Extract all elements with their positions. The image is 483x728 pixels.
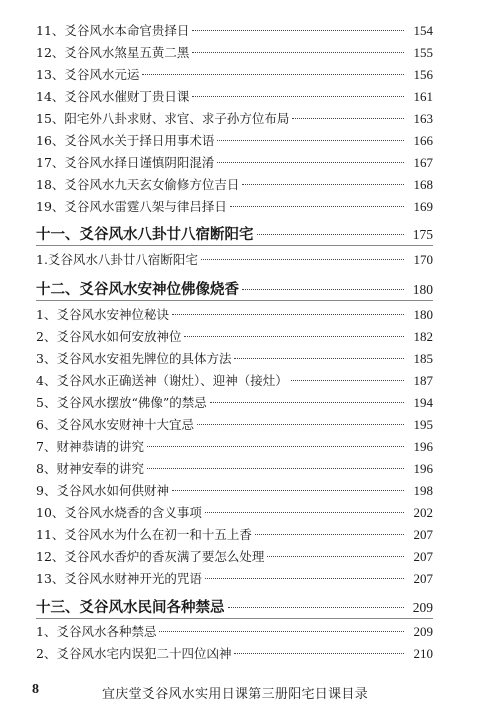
toc-section-label: 十二、爻谷风水安神位佛像烧香 <box>36 281 239 298</box>
footer-title: 宜庆堂爻谷风水实用日课第三册阳宅日课目录 <box>102 687 369 702</box>
toc-entry <box>36 327 433 347</box>
toc-entry-label: 2、爻谷风水如何安放神位 <box>36 329 182 344</box>
toc-entry <box>36 65 433 85</box>
toc-section-page: 180 <box>412 282 433 297</box>
toc-entry-page: 155 <box>413 45 433 60</box>
toc-entry-label: 1.爻谷风水八卦廿八宿断阳宅 <box>36 252 198 267</box>
toc-section-page: 175 <box>412 227 433 242</box>
toc-entry <box>36 459 433 479</box>
dot-leader <box>192 30 404 31</box>
toc-entry <box>36 437 433 457</box>
toc-entry-page: 185 <box>413 351 433 366</box>
toc-entry-label: 1、爻谷风水安神位秘诀 <box>36 307 169 322</box>
toc-entry-page: 210 <box>413 646 433 661</box>
toc-entry-label: 19、爻谷风水雷霆八架与律吕择日 <box>36 199 227 214</box>
toc-entry-label: 3、爻谷风水安祖先牌位的具体方法 <box>36 351 232 366</box>
dot-leader <box>159 631 404 632</box>
dot-leader <box>230 206 404 207</box>
toc-entry-label: 17、爻谷风水择日谨慎阴阳混淆 <box>36 155 215 170</box>
dot-leader <box>192 96 404 97</box>
toc-entry <box>36 153 433 173</box>
toc-entry-label: 8、财神安奉的讲究 <box>36 461 144 476</box>
toc-entry-label: 12、爻谷风水煞星五黄二黑 <box>36 45 190 60</box>
page-number: 8 <box>32 682 39 697</box>
toc-entry-page: 154 <box>413 23 433 38</box>
toc-entry <box>36 197 433 217</box>
toc-entry-page: 180 <box>413 307 433 322</box>
toc-entry-page: 207 <box>413 571 433 586</box>
toc-entry-page: 167 <box>413 155 433 170</box>
section-divider <box>36 618 433 619</box>
toc-entry <box>36 481 433 501</box>
toc-entry-label: 2、爻谷风水宅内误犯二十四位凶神 <box>36 646 232 661</box>
toc-entry-page: 170 <box>413 252 433 267</box>
dot-leader <box>205 512 404 513</box>
toc-entry <box>36 131 433 151</box>
dot-leader <box>242 184 404 185</box>
toc-entry-page: 207 <box>413 527 433 542</box>
toc-entry <box>36 21 433 41</box>
toc-entry-label: 18、爻谷风水九天玄女偷修方位吉日 <box>36 177 240 192</box>
toc-entry-label: 11、爻谷风水本命官贵择日 <box>36 23 190 38</box>
toc-entry-page: 198 <box>413 483 433 498</box>
dot-leader <box>147 468 404 469</box>
dot-leader <box>201 259 404 260</box>
toc-entry <box>36 644 433 664</box>
toc-entry-page: 194 <box>413 395 433 410</box>
toc-entry-label: 9、爻谷风水如何供财神 <box>36 483 169 498</box>
toc-entry <box>36 371 433 391</box>
toc-section-page: 209 <box>412 600 433 615</box>
dot-leader <box>205 578 404 579</box>
dot-leader <box>292 118 404 119</box>
toc-section-label: 十三、爻谷风水民间各种禁忌 <box>36 599 225 616</box>
dot-leader <box>228 607 405 608</box>
toc-entry <box>36 175 433 195</box>
dot-leader <box>210 402 404 403</box>
toc-entry-page: 207 <box>413 549 433 564</box>
toc-entry-page: 163 <box>413 111 433 126</box>
dot-leader <box>192 52 404 53</box>
page-footer <box>0 682 483 702</box>
toc-entry-page: 169 <box>413 199 433 214</box>
toc-entry-page: 196 <box>413 461 433 476</box>
dot-leader <box>257 234 405 235</box>
toc-entry-label: 7、财神恭请的讲究 <box>36 439 144 454</box>
dot-leader <box>291 380 404 381</box>
toc-entry <box>36 109 433 129</box>
toc-entry-label: 16、爻谷风水关于择日用事术语 <box>36 133 215 148</box>
toc-entry-label: 11、爻谷风水为什么在初一和十五上香 <box>36 527 252 542</box>
toc-entry-page: 161 <box>413 89 433 104</box>
toc-entry-label: 1、爻谷风水各种禁忌 <box>36 624 157 639</box>
toc-section <box>36 278 433 298</box>
dot-leader <box>255 534 404 535</box>
toc-entry-label: 13、爻谷风水元运 <box>36 67 140 82</box>
toc-entry-page: 195 <box>413 417 433 432</box>
dot-leader <box>172 490 404 491</box>
dot-leader <box>184 336 404 337</box>
toc-entry-page: 182 <box>413 329 433 344</box>
toc-entry-page: 196 <box>413 439 433 454</box>
toc-entry-label: 15、阳宅外八卦求财、求官、求子孙方位布局 <box>36 111 290 126</box>
toc-entry <box>36 393 433 413</box>
toc-entry-label: 14、爻谷风水催财丁贵日课 <box>36 89 190 104</box>
toc-entry-label: 10、爻谷风水烧香的含义事项 <box>36 505 202 520</box>
toc-entry-page: 187 <box>413 373 433 388</box>
dot-leader <box>242 289 404 290</box>
toc-section <box>36 223 433 243</box>
section-divider <box>36 245 433 246</box>
dot-leader <box>147 446 404 447</box>
dot-leader <box>234 358 404 359</box>
dot-leader <box>217 162 404 163</box>
toc-entry-page: 209 <box>413 624 433 639</box>
dot-leader <box>142 74 404 75</box>
section-divider <box>36 300 433 301</box>
toc-entry <box>36 547 433 567</box>
dot-leader <box>234 653 404 654</box>
toc-entry <box>36 87 433 107</box>
toc-entry <box>36 305 433 325</box>
dot-leader <box>197 424 404 425</box>
toc-entry-label: 4、爻谷风水正确送神（谢灶）、迎神（接灶） <box>36 373 288 388</box>
toc-entry-page: 166 <box>413 133 433 148</box>
toc-entry-page: 168 <box>413 177 433 192</box>
toc-entry <box>36 43 433 63</box>
dot-leader <box>172 314 404 315</box>
dot-leader <box>217 140 404 141</box>
dot-leader <box>267 556 404 557</box>
toc-entry <box>36 622 433 642</box>
toc-entry <box>36 503 433 523</box>
toc-entry-label: 13、爻谷风水财神开光的咒语 <box>36 571 202 586</box>
toc-section-label: 十一、爻谷风水八卦廿八宿断阳宅 <box>36 226 254 243</box>
toc-entry-page: 202 <box>413 505 433 520</box>
toc-entry <box>36 250 433 270</box>
toc-entry <box>36 349 433 369</box>
toc-entry <box>36 525 433 545</box>
toc-entry-label: 5、爻谷风水摆放“佛像”的禁忌 <box>36 395 207 410</box>
toc-section <box>36 596 433 616</box>
toc-entry-label: 12、爻谷风水香炉的香灰满了要怎么处理 <box>36 549 265 564</box>
toc-entry <box>36 569 433 589</box>
toc-entry-label: 6、爻谷风水安财神十大宜忌 <box>36 417 194 432</box>
toc-entry <box>36 415 433 435</box>
toc-entry-page: 156 <box>413 67 433 82</box>
